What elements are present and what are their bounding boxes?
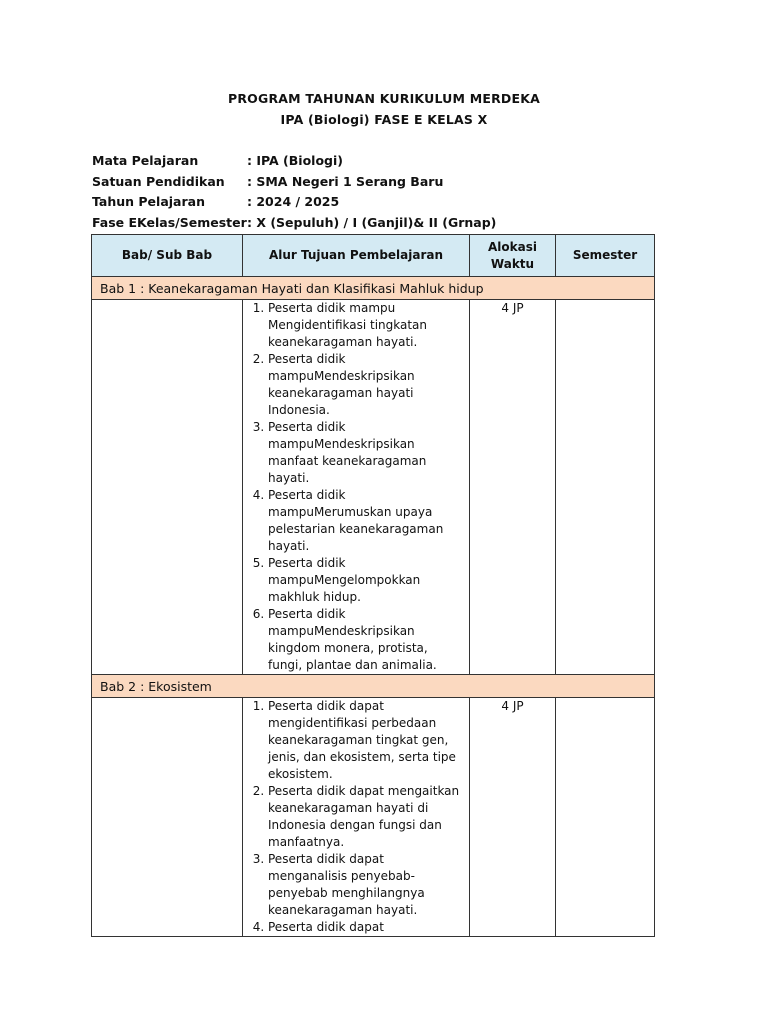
list-item: 4. Peserta didik dapat xyxy=(268,919,463,936)
info-row-fase-kelas-semester xyxy=(92,215,496,230)
info-row-tahun-pelajaran xyxy=(92,194,339,209)
program-table xyxy=(91,234,655,937)
table-row xyxy=(92,698,655,937)
list-item: 1. Peserta didik dapat mengidentifikasi perbedaan keanekaragaman tingkat gen, jenis, dan ekosistem, serta tipe ekosistem. xyxy=(268,698,463,783)
list-item: 2. Peserta didik mampuMendeskripsikan keanekaragaman hayati Indonesia. xyxy=(268,351,463,419)
list-item: 2. Peserta didik dapat mengaitkan keanekaragaman hayati di Indonesia dengan fungsi dan manfaatnya. xyxy=(268,783,463,851)
sub-bab-cell xyxy=(92,698,243,937)
info-label: Satuan Pendidikan xyxy=(92,174,225,189)
chapter-title: Bab 2 : Ekosistem xyxy=(92,675,655,698)
list-item: 4. Peserta didik mampuMerumuskan upaya pelestarian keanekaragaman hayati. xyxy=(268,487,463,555)
atp-cell xyxy=(243,698,470,937)
list-item: 6. Peserta didik mampuMendeskripsikan kingdom monera, protista, fungi, plantae dan animalia. xyxy=(268,606,463,674)
header-semester: Semester xyxy=(556,235,655,277)
header-alokasi-waktu-label: Alokasi Waktu xyxy=(488,239,537,271)
table-header-row xyxy=(92,235,655,277)
list-item: 3. Peserta didik dapat menganalisis penyebab-penyebab menghilangnya keanekaragaman hayati. xyxy=(268,851,463,919)
header-alur-tujuan-pembelajaran: Alur Tujuan Pembelajaran xyxy=(243,235,470,277)
table-row xyxy=(92,300,655,675)
document-subtitle: IPA (Biologi) FASE E KELAS X xyxy=(280,112,488,127)
info-label: Tahun Pelajaran xyxy=(92,194,205,209)
list-item: 5. Peserta didik mampuMengelompokkan makhluk hidup. xyxy=(268,555,463,606)
info-label: Fase EKelas/Semester xyxy=(92,215,247,230)
info-value: : 2024 / 2025 xyxy=(247,194,340,209)
atp-list xyxy=(243,300,469,674)
info-label: Mata Pelajaran xyxy=(92,153,199,168)
header-bab-sub-bab: Bab/ Sub Bab xyxy=(92,235,243,277)
document-title: PROGRAM TAHUNAN KURIKULUM MERDEKA xyxy=(227,91,540,106)
sub-bab-cell xyxy=(92,300,243,675)
alokasi-waktu-cell: 4 JP xyxy=(470,698,556,937)
list-item: 1. Peserta didik mampu Mengidentifikasi tingkatan keanekaragaman hayati. xyxy=(268,300,463,351)
semester-cell xyxy=(556,698,655,937)
info-value: : IPA (Biologi) xyxy=(247,153,343,168)
chapter-title: Bab 1 : Keanekaragaman Hayati dan Klasifikasi Mahluk hidup xyxy=(92,277,655,300)
chapter-row xyxy=(92,277,655,300)
info-value: : SMA Negeri 1 Serang Baru xyxy=(247,174,444,189)
list-item: 3. Peserta didik mampuMendeskripsikan manfaat keanekaragaman hayati. xyxy=(268,419,463,487)
alokasi-waktu-cell: 4 JP xyxy=(470,300,556,675)
chapter-row xyxy=(92,675,655,698)
info-value: : X (Sepuluh) / I (Ganjil)& II (Grnap) xyxy=(247,215,497,230)
atp-list xyxy=(243,698,469,936)
atp-cell xyxy=(243,300,470,675)
header-alokasi-waktu xyxy=(470,235,556,277)
semester-cell xyxy=(556,300,655,675)
info-row-mata-pelajaran xyxy=(92,153,343,168)
info-row-satuan-pendidikan xyxy=(92,174,443,189)
